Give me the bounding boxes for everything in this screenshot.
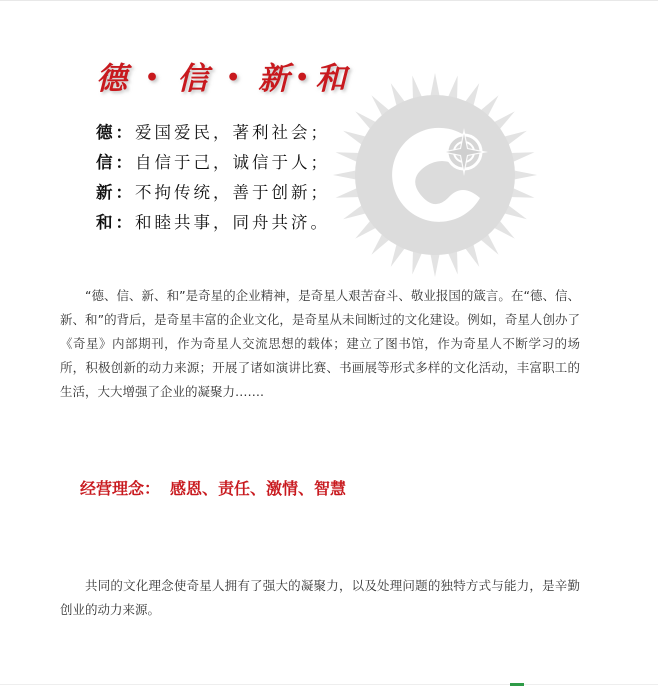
motto-separator: • xyxy=(295,65,310,91)
value-key: 和 xyxy=(96,213,116,232)
value-row xyxy=(96,208,330,238)
philosophy-items: 感恩、责任、激情、智慧 xyxy=(170,479,347,498)
sun-ray xyxy=(430,253,440,277)
motto-char: 信 xyxy=(177,61,209,97)
value-text: 自信于己，诚信于人； xyxy=(135,153,330,172)
value-text: 和睦共事，同舟共济。 xyxy=(135,213,330,232)
motto-separator: • xyxy=(145,65,160,91)
bottom-edge-line xyxy=(0,684,658,685)
motto-title xyxy=(96,58,346,98)
motto-char: 和 xyxy=(315,61,347,97)
motto-separator: • xyxy=(226,65,241,91)
value-colon: ： xyxy=(115,213,135,232)
value-colon: ： xyxy=(115,183,135,202)
logo-disc xyxy=(355,95,515,255)
value-key: 信 xyxy=(96,153,116,172)
value-colon: ： xyxy=(115,153,135,172)
motto-char: 德 xyxy=(96,61,127,97)
sun-ray xyxy=(333,170,357,180)
value-row xyxy=(96,118,330,148)
value-colon: ： xyxy=(115,123,135,142)
value-row xyxy=(96,148,330,178)
motto-char: 新 xyxy=(258,61,290,97)
value-text: 爱国爱民，著利社会； xyxy=(135,123,330,142)
sun-ray xyxy=(430,73,440,97)
spirit-paragraph: “德、信、新、和”是奇星的企业精神，是奇星人艰苦奋斗、敬业报国的箴言。在“德、信、新、和”的背后，是奇星丰富的企业文化，是奇星从未间断过的文化建设。例如，奇星人创办了《奇星》内部期刊，作为奇星人交流思想的载体；建立了图书馆，作为奇星人不断学习的场所，积极创新的动力来源；开展了诸如演讲比赛、书画展等形式多样的文化活动，丰富职工的生活，大大增强了企业的凝聚力……. xyxy=(60,288,580,399)
company-logo-watermark xyxy=(330,70,540,280)
philosophy-heading xyxy=(80,476,346,502)
philosophy-label: 经营理念： xyxy=(80,479,161,498)
values-list xyxy=(96,118,330,238)
sun-ray xyxy=(513,170,537,180)
value-text: 不拘传统，善于创新； xyxy=(135,183,330,202)
value-row xyxy=(96,178,330,208)
value-key: 新 xyxy=(96,183,116,202)
value-key: 德 xyxy=(96,123,116,142)
culture-paragraph: 共同的文化理念使奇星人拥有了强大的凝聚力，以及处理问题的独特方式与能力，是辛勤创业的动力来源。 xyxy=(60,578,580,617)
top-edge-line xyxy=(0,0,658,1)
